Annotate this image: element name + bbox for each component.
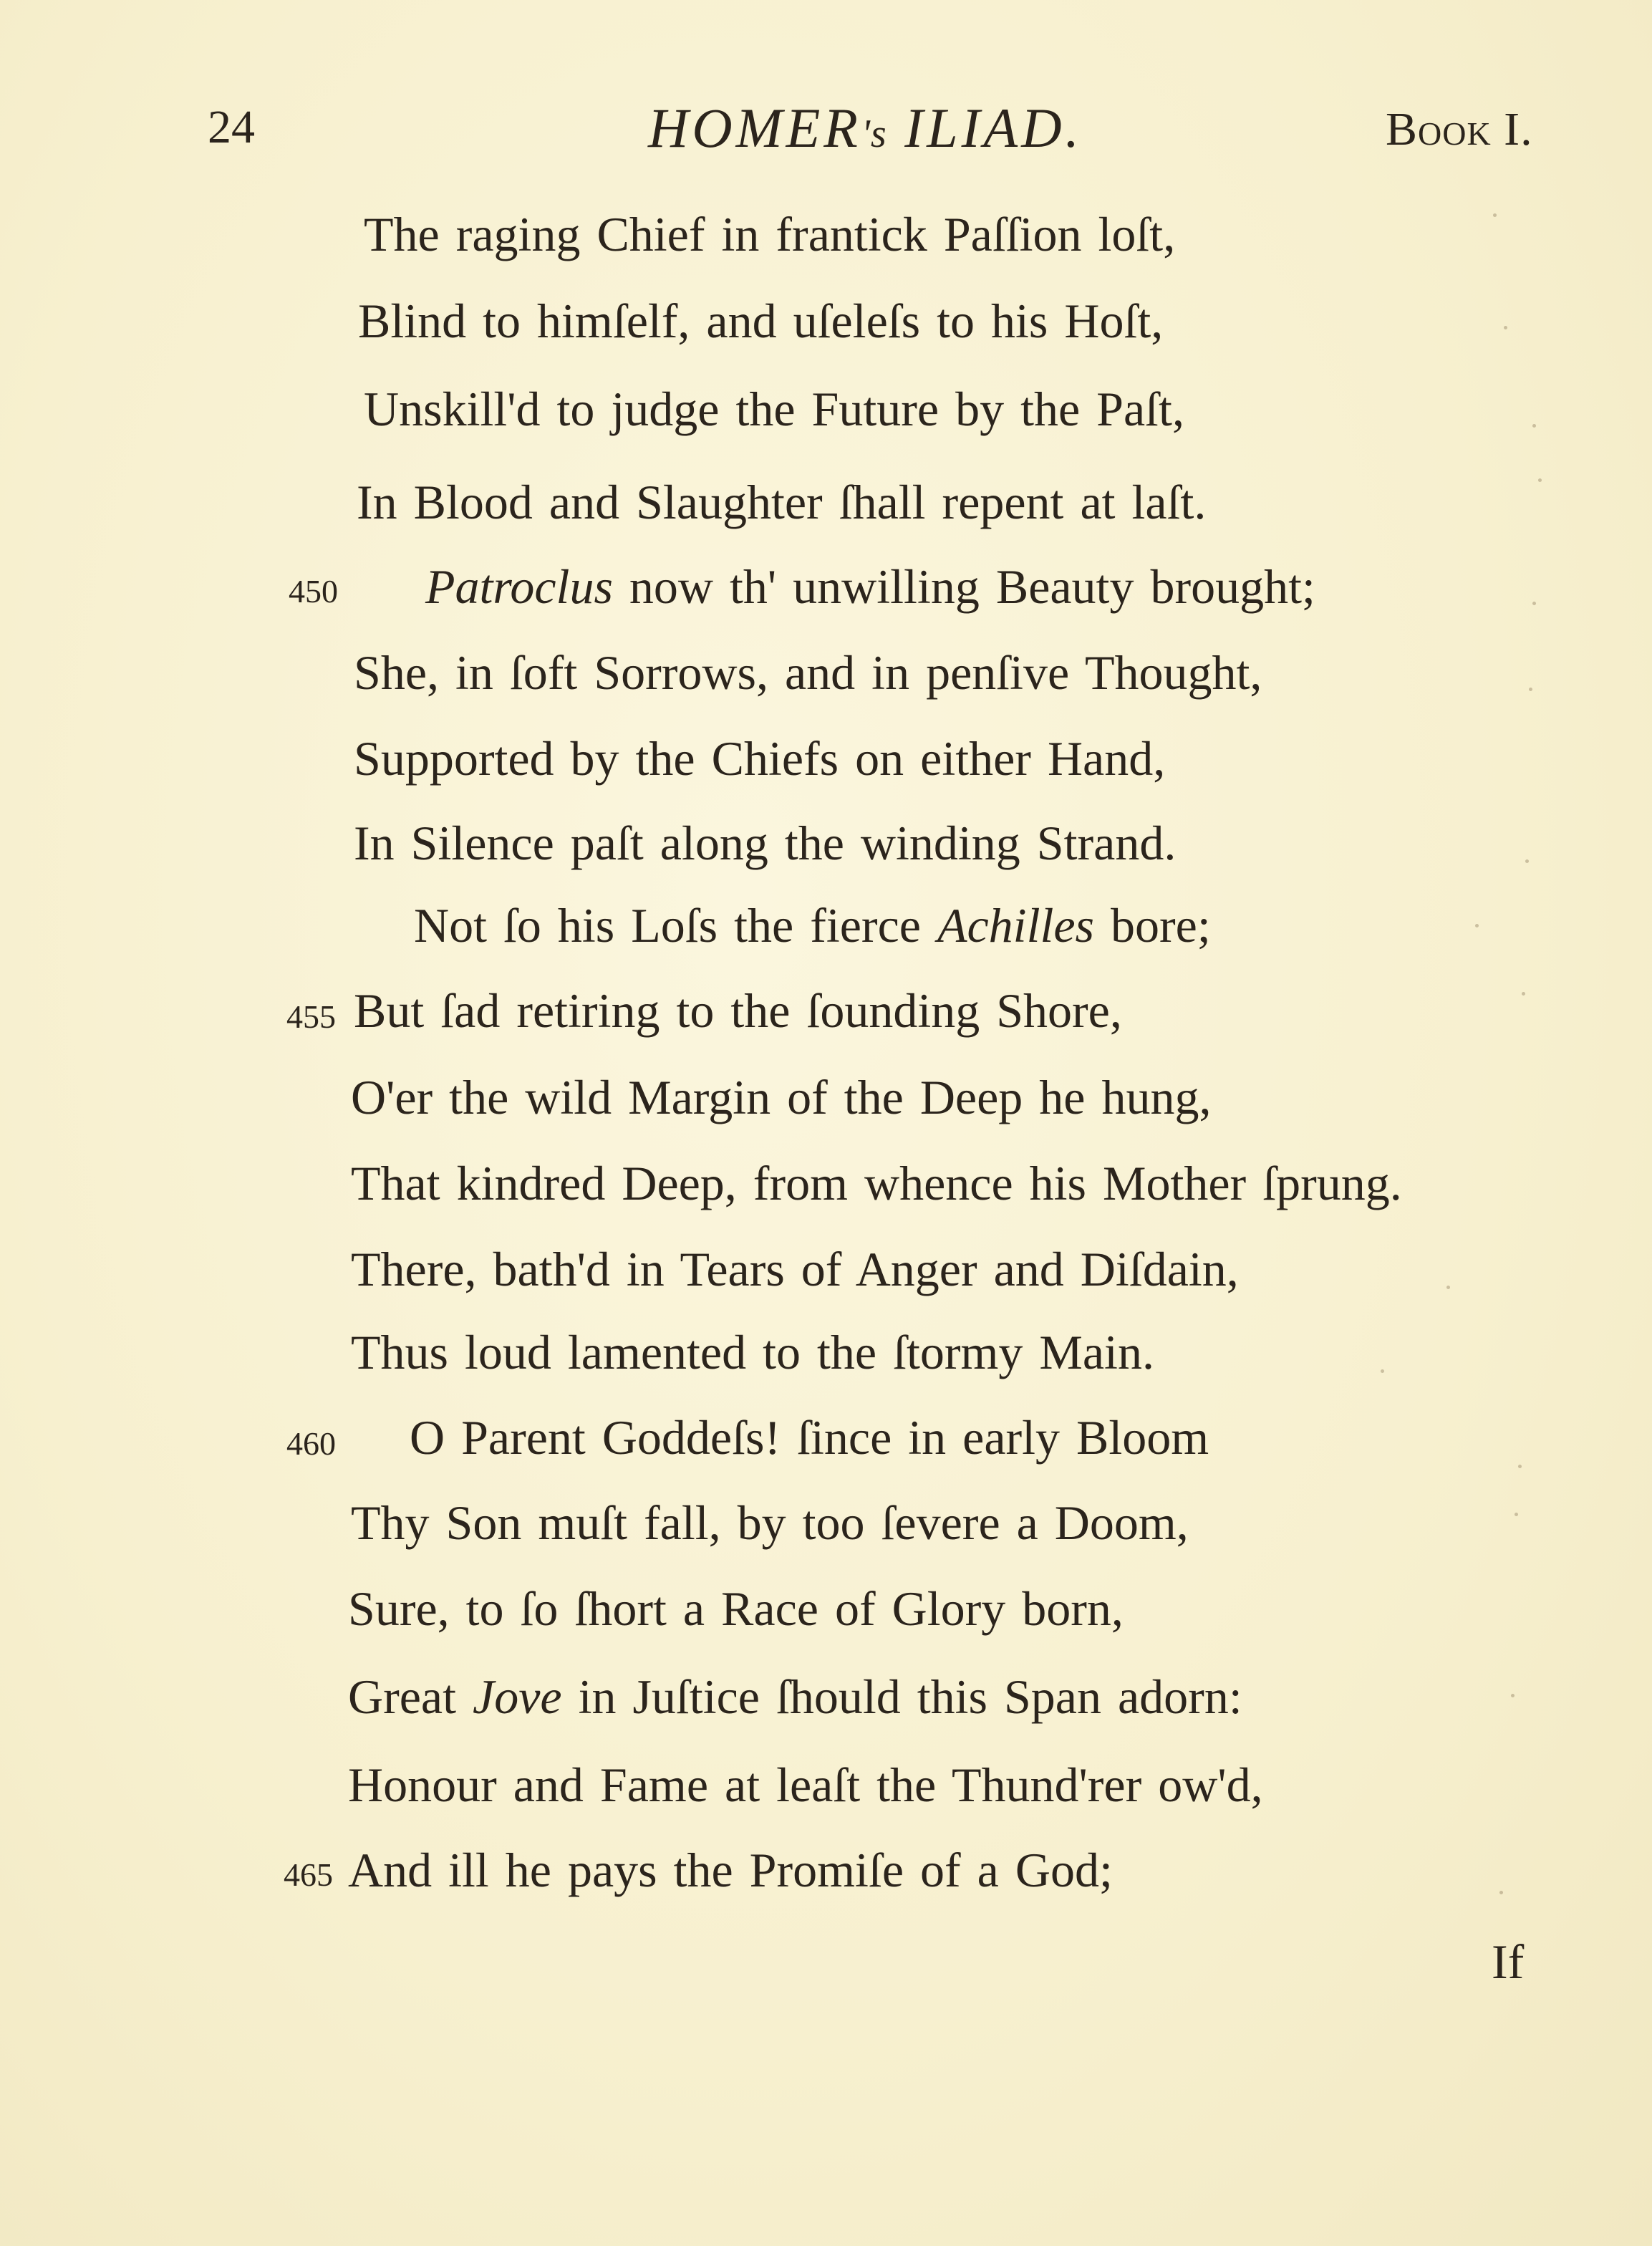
book-label: Book I.: [1386, 103, 1533, 155]
verse-line: Unskill'd to judge the Future by the Paſt,: [364, 382, 1184, 436]
verse-line: [414, 898, 1211, 953]
page-number: 24: [208, 101, 255, 153]
verse-line-text-before: Great: [348, 1669, 473, 1724]
paper-speck: [1499, 1891, 1503, 1894]
paper-speck: [1493, 213, 1497, 217]
paper-speck: [1446, 1286, 1450, 1289]
verse-line: O Parent Goddeſs! ſince in early Bloom: [410, 1410, 1209, 1465]
italic-name: Patroclus: [425, 559, 613, 614]
verse-line: [425, 559, 1315, 614]
running-title-name: HOMER: [648, 97, 861, 159]
italic-name: Achilles: [937, 898, 1094, 953]
paper-speck: [1529, 688, 1532, 691]
verse-line: And ill he pays the Promiſe of a God;: [348, 1843, 1113, 1897]
verse-line: She, in ſoft Sorrows, and in penſive Thought,: [354, 645, 1262, 700]
verse-line: That kindred Deep, from whence his Mother ſprung.: [351, 1156, 1402, 1210]
verse-line: Sure, to ſo ſhort a Race of Glory born,: [348, 1581, 1124, 1636]
paper-speck: [1504, 326, 1507, 329]
paper-speck: [1475, 924, 1479, 927]
paper-speck: [1532, 424, 1536, 428]
verse-line: In Blood and Slaughter ſhall repent at laſt.: [357, 475, 1207, 529]
verse-line: Supported by the Chiefs on either Hand,: [354, 731, 1166, 786]
verse-line-text: bore;: [1094, 898, 1211, 953]
line-number: 450: [289, 573, 338, 609]
line-number: 455: [286, 998, 336, 1035]
verse-line-text: in Juſtice ſhould this Span adorn:: [561, 1669, 1242, 1724]
verse-line-text-before: Not ſo his Loſs the fierce: [414, 898, 937, 953]
paper-speck: [1525, 859, 1529, 863]
verse-line: Blind to himſelf, and uſeleſs to his Hoſt,: [358, 294, 1164, 348]
verse-line: Thy Son muſt fall, by too ſevere a Doom,: [351, 1495, 1189, 1550]
catchword: If: [1492, 1934, 1525, 1989]
paper-speck: [1515, 1513, 1518, 1516]
verse-line-text: now th' unwilling Beauty brought;: [612, 559, 1315, 614]
line-number: 465: [284, 1856, 333, 1893]
running-title: [648, 97, 1083, 159]
running-title-work: ILIAD.: [887, 97, 1083, 159]
verse-line: O'er the wild Margin of the Deep he hung,: [351, 1070, 1212, 1124]
verse-line: There, bath'd in Tears of Anger and Diſdain,: [351, 1242, 1239, 1296]
verse-line: But ſad retiring to the ſounding Shore,: [354, 983, 1122, 1038]
verse-line: [348, 1669, 1242, 1724]
paper-speck: [1518, 1465, 1522, 1468]
paper-speck: [1511, 1694, 1515, 1697]
verse-line: Honour and Fame at leaſt the Thund'rer ow'd,: [348, 1758, 1263, 1812]
verse-line: The raging Chief in frantick Paſſion loſt,: [364, 207, 1176, 261]
verse-line: In Silence paſt along the winding Strand.: [354, 816, 1177, 870]
italic-name: Jove: [473, 1669, 562, 1724]
paper-speck: [1532, 602, 1536, 605]
line-number: 460: [286, 1425, 336, 1462]
running-title-possessive: 's: [861, 112, 887, 156]
paper-speck: [1522, 992, 1525, 996]
paper-speck: [1538, 478, 1542, 482]
verse-line: Thus loud lamented to the ſtormy Main.: [351, 1325, 1154, 1379]
paper-speck: [1381, 1369, 1384, 1373]
